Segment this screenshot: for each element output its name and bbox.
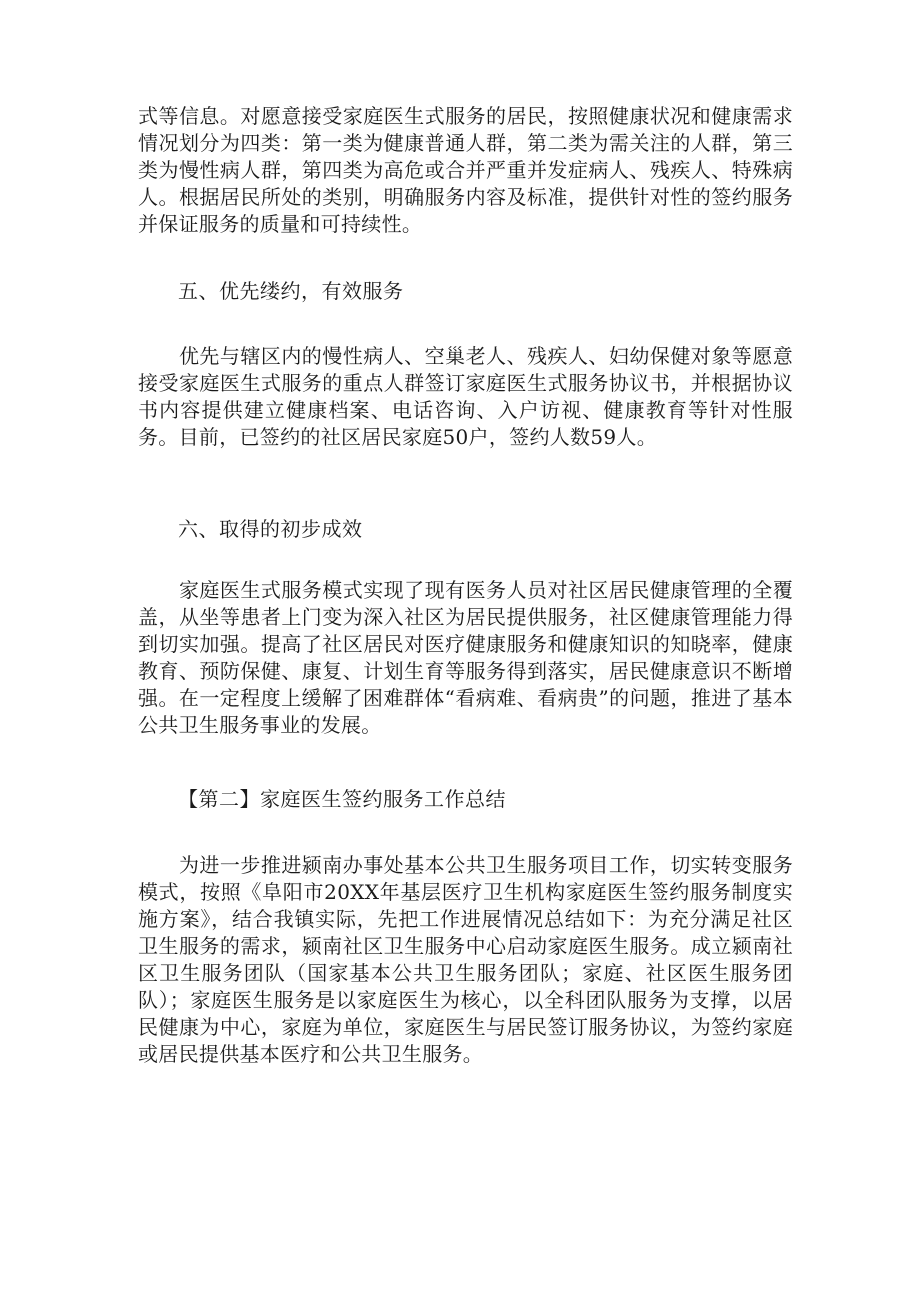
paragraph-priority-groups: 优先与辖区内的慢性病人、空巢老人、残疾人、妇幼保健对象等愿意接受家庭医生式服务的重点人群签订家庭医生式服务协议书，并根据协议书内容提供建立健康档案、电话咨询、入户访视、健康教育等针对性服务。目前，已签约的社区居民家庭50户，签约人数59人。 [138,344,793,449]
heading-initial-results: 六、取得的初步成效 [178,517,363,541]
paragraph-service-classification: 式等信息。对愿意接受家庭医生式服务的居民，按照健康状况和健康需求情况划分为四类：第一类为健康普通人群，第二类为需关注的人群，第三类为慢性病人群，第四类为高危或合并严重并发症病人、残疾人、特殊病人。根据居民所处的类别，明确服务内容及标准，提供针对性的签约服务并保证服务的质量和可持续性。 [138,104,793,236]
heading-priority-signing: 五、优先缕约，有效服务 [178,279,404,303]
section-title-second: 【第二】家庭医生签约服务工作总结 [178,787,506,811]
paragraph-work-summary: 为进一步推进颍南办事处基本公共卫生服务项目工作，切实转变服务模式，按照《阜阳市20XX年基层医疗卫生机构家庭医生签约服务制度实施方案》，结合我镇实际，先把工作进展情况总结如下：为充分满足社区卫生服务的需求，颍南社区卫生服务中心启动家庭医生服务。成立颍南社区卫生服务团队（国家基本公共卫生服务团队；家庭、社区医生服务团队）；家庭医生服务是以家庭医生为核心，以全科团队服务为支撑，以居民健康为中心，家庭为单位，家庭医生与居民签订服务协议，为签约家庭或居民提供基本医疗和公共卫生服务。 [138,853,793,1066]
paragraph-results: 家庭医生式服务模式实现了现有医务人员对社区居民健康管理的全覆盖，从坐等患者上门变为深入社区为居民提供服务，社区健康管理能力得到切实加强。提高了社区居民对医疗健康服务和健康知识的知晓率，健康教育、预防保健、康复、计划生育等服务得到落实，居民健康意识不断增强。在一定程度上缓解了困难群体“看病难、看病贵”的问题，推进了基本公共卫生服务事业的发展。 [138,578,793,737]
